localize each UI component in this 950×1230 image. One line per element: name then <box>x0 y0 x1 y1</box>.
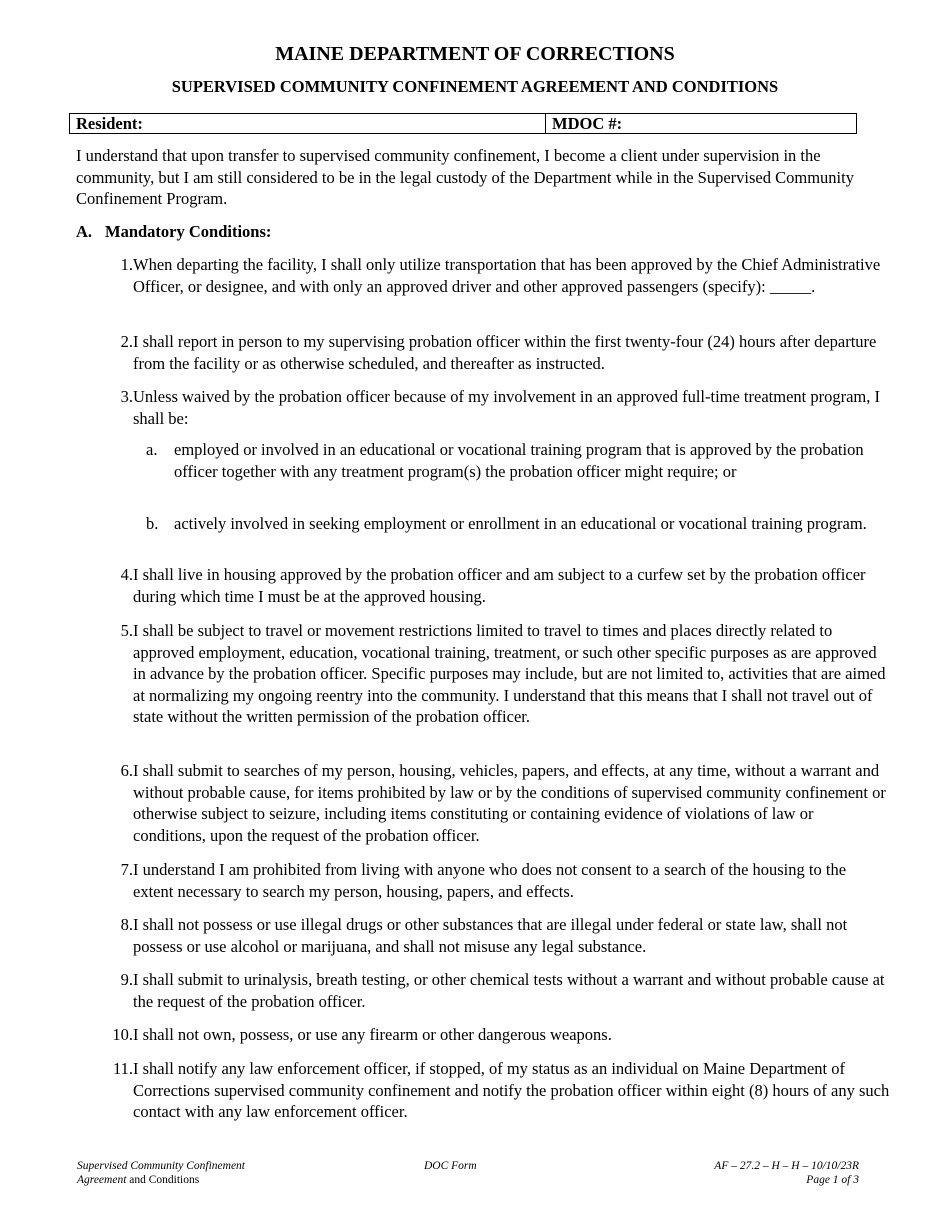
footer-left-line2-plain: and Conditions <box>126 1174 200 1186</box>
condition-number: 6. <box>120 761 133 780</box>
condition-number: 10. <box>112 1025 133 1044</box>
condition-text: I shall submit to searches of my person, housing, vehicles, papers, and effects, at any time, without a warrant and without probable cause, for items prohibited by law or by the conditions of supervised community confinement or otherwise subject to seizure, including items constituting or containing evidence of violations of law or conditions, upon the request of the probation officer. <box>133 761 886 845</box>
condition-number: 2. <box>120 332 133 351</box>
footer-page-number: Page 1 of 3 <box>806 1174 859 1186</box>
condition-number: 8. <box>120 915 133 934</box>
condition-item <box>90 386 890 429</box>
footer-form-type: DOC Form <box>424 1160 477 1172</box>
resident-field[interactable] <box>70 114 546 133</box>
mdoc-number-field[interactable] <box>546 114 856 133</box>
sub-item-letter: b. <box>146 514 159 533</box>
condition-item <box>90 1058 890 1123</box>
resident-info-table <box>69 113 857 134</box>
condition-number: 11. <box>112 1059 133 1078</box>
condition-item <box>90 969 890 1012</box>
condition-item <box>90 760 890 846</box>
condition-number: 1. <box>120 255 133 274</box>
section-title: Mandatory Conditions: <box>105 222 272 241</box>
intro-paragraph: I understand that upon transfer to supervised community confinement, I become a client under supervision in the community, but I am still considered to be in the legal custody of the Department while in the Supervised Community Confinement Program. <box>76 146 854 208</box>
sub-item-letter: a. <box>146 440 158 459</box>
condition-text: Unless waived by the probation officer because of my involvement in an approved full-time treatment program, I shall be: <box>133 387 881 428</box>
condition-number: 7. <box>120 860 133 879</box>
sub-item <box>133 439 893 482</box>
footer-left-line1: Supervised Community Confinement <box>77 1160 246 1172</box>
footer-form-id <box>714 1159 859 1187</box>
condition-item <box>90 859 890 902</box>
condition-number: 3. <box>120 387 133 406</box>
condition-text: I shall report in person to my supervising probation officer within the first twenty-four (24) hours after departure from the facility or as otherwise scheduled, and thereafter as instructed. <box>133 332 877 373</box>
sub-item <box>133 513 893 535</box>
page-title: MAINE DEPARTMENT OF CORRECTIONS <box>275 43 675 65</box>
condition-number: 4. <box>120 565 133 584</box>
condition-item <box>90 914 890 957</box>
resident-label: Resident: <box>76 114 143 133</box>
footer-left-line2-italic: Agreement <box>77 1174 127 1186</box>
page-subtitle: SUPERVISED COMMUNITY CONFINEMENT AGREEMENT AND CONDITIONS <box>171 77 779 96</box>
condition-item <box>90 564 890 607</box>
condition-item <box>90 1024 890 1046</box>
section-a-heading <box>76 221 271 243</box>
sub-item-text: employed or involved in an educational or vocational training program that is approved by the probation officer together with any treatment program(s) the probation officer might require; or <box>174 440 864 481</box>
footer-form-title <box>77 1159 245 1187</box>
condition-text: I shall be subject to travel or movement restrictions limited to travel to times and places directly related to approved employment, education, vocational training, treatment, or such other specific purposes as are approved in advance by the probation officer. Specific purposes may include, but are not limited to, activities that are aimed at normalizing my ongoing reentry into the community. I understand that this means that I shall not travel out of state without the written permission of the probation officer. <box>133 621 886 726</box>
condition-text: I shall submit to urinalysis, breath testing, or other chemical tests without a warrant and without probable cause at the request of the probation officer. <box>133 970 885 1011</box>
condition-text: I shall not own, possess, or use any firearm or other dangerous weapons. <box>133 1025 612 1044</box>
condition-item <box>90 331 890 374</box>
condition-text: I shall live in housing approved by the probation officer and am subject to a curfew set by the probation officer during which time I must be at the approved housing. <box>133 565 866 606</box>
section-letter: A. <box>76 222 93 241</box>
condition-item <box>90 620 890 728</box>
condition-text: I shall notify any law enforcement officer, if stopped, of my status as an individual on Maine Department of Corrections supervised community confinement and notify the probation officer within eight (8) hours of any such contact with any law enforcement officer. <box>133 1059 890 1121</box>
mdoc-label: MDOC #: <box>552 114 623 133</box>
condition-text: When departing the facility, I shall only utilize transportation that has been approved by the Chief Administrative Officer, or designee, and with only an approved driver and other approved passengers (specify): _____. <box>133 255 881 296</box>
condition-item <box>90 254 890 297</box>
condition-number: 9. <box>120 970 133 989</box>
footer-form-code: AF – 27.2 – H – H – 10/10/23R <box>714 1160 859 1172</box>
condition-text: I understand I am prohibited from living with anyone who does not consent to a search of the housing to the extent necessary to search my person, housing, papers, and effects. <box>133 860 847 901</box>
sub-item-text: actively involved in seeking employment or enrollment in an educational or vocational training program. <box>174 514 867 533</box>
condition-text: I shall not possess or use illegal drugs or other substances that are illegal under federal or state law, shall not possess or use alcohol or marijuana, and shall not misuse any legal substance. <box>133 915 848 956</box>
condition-number: 5. <box>120 621 133 640</box>
